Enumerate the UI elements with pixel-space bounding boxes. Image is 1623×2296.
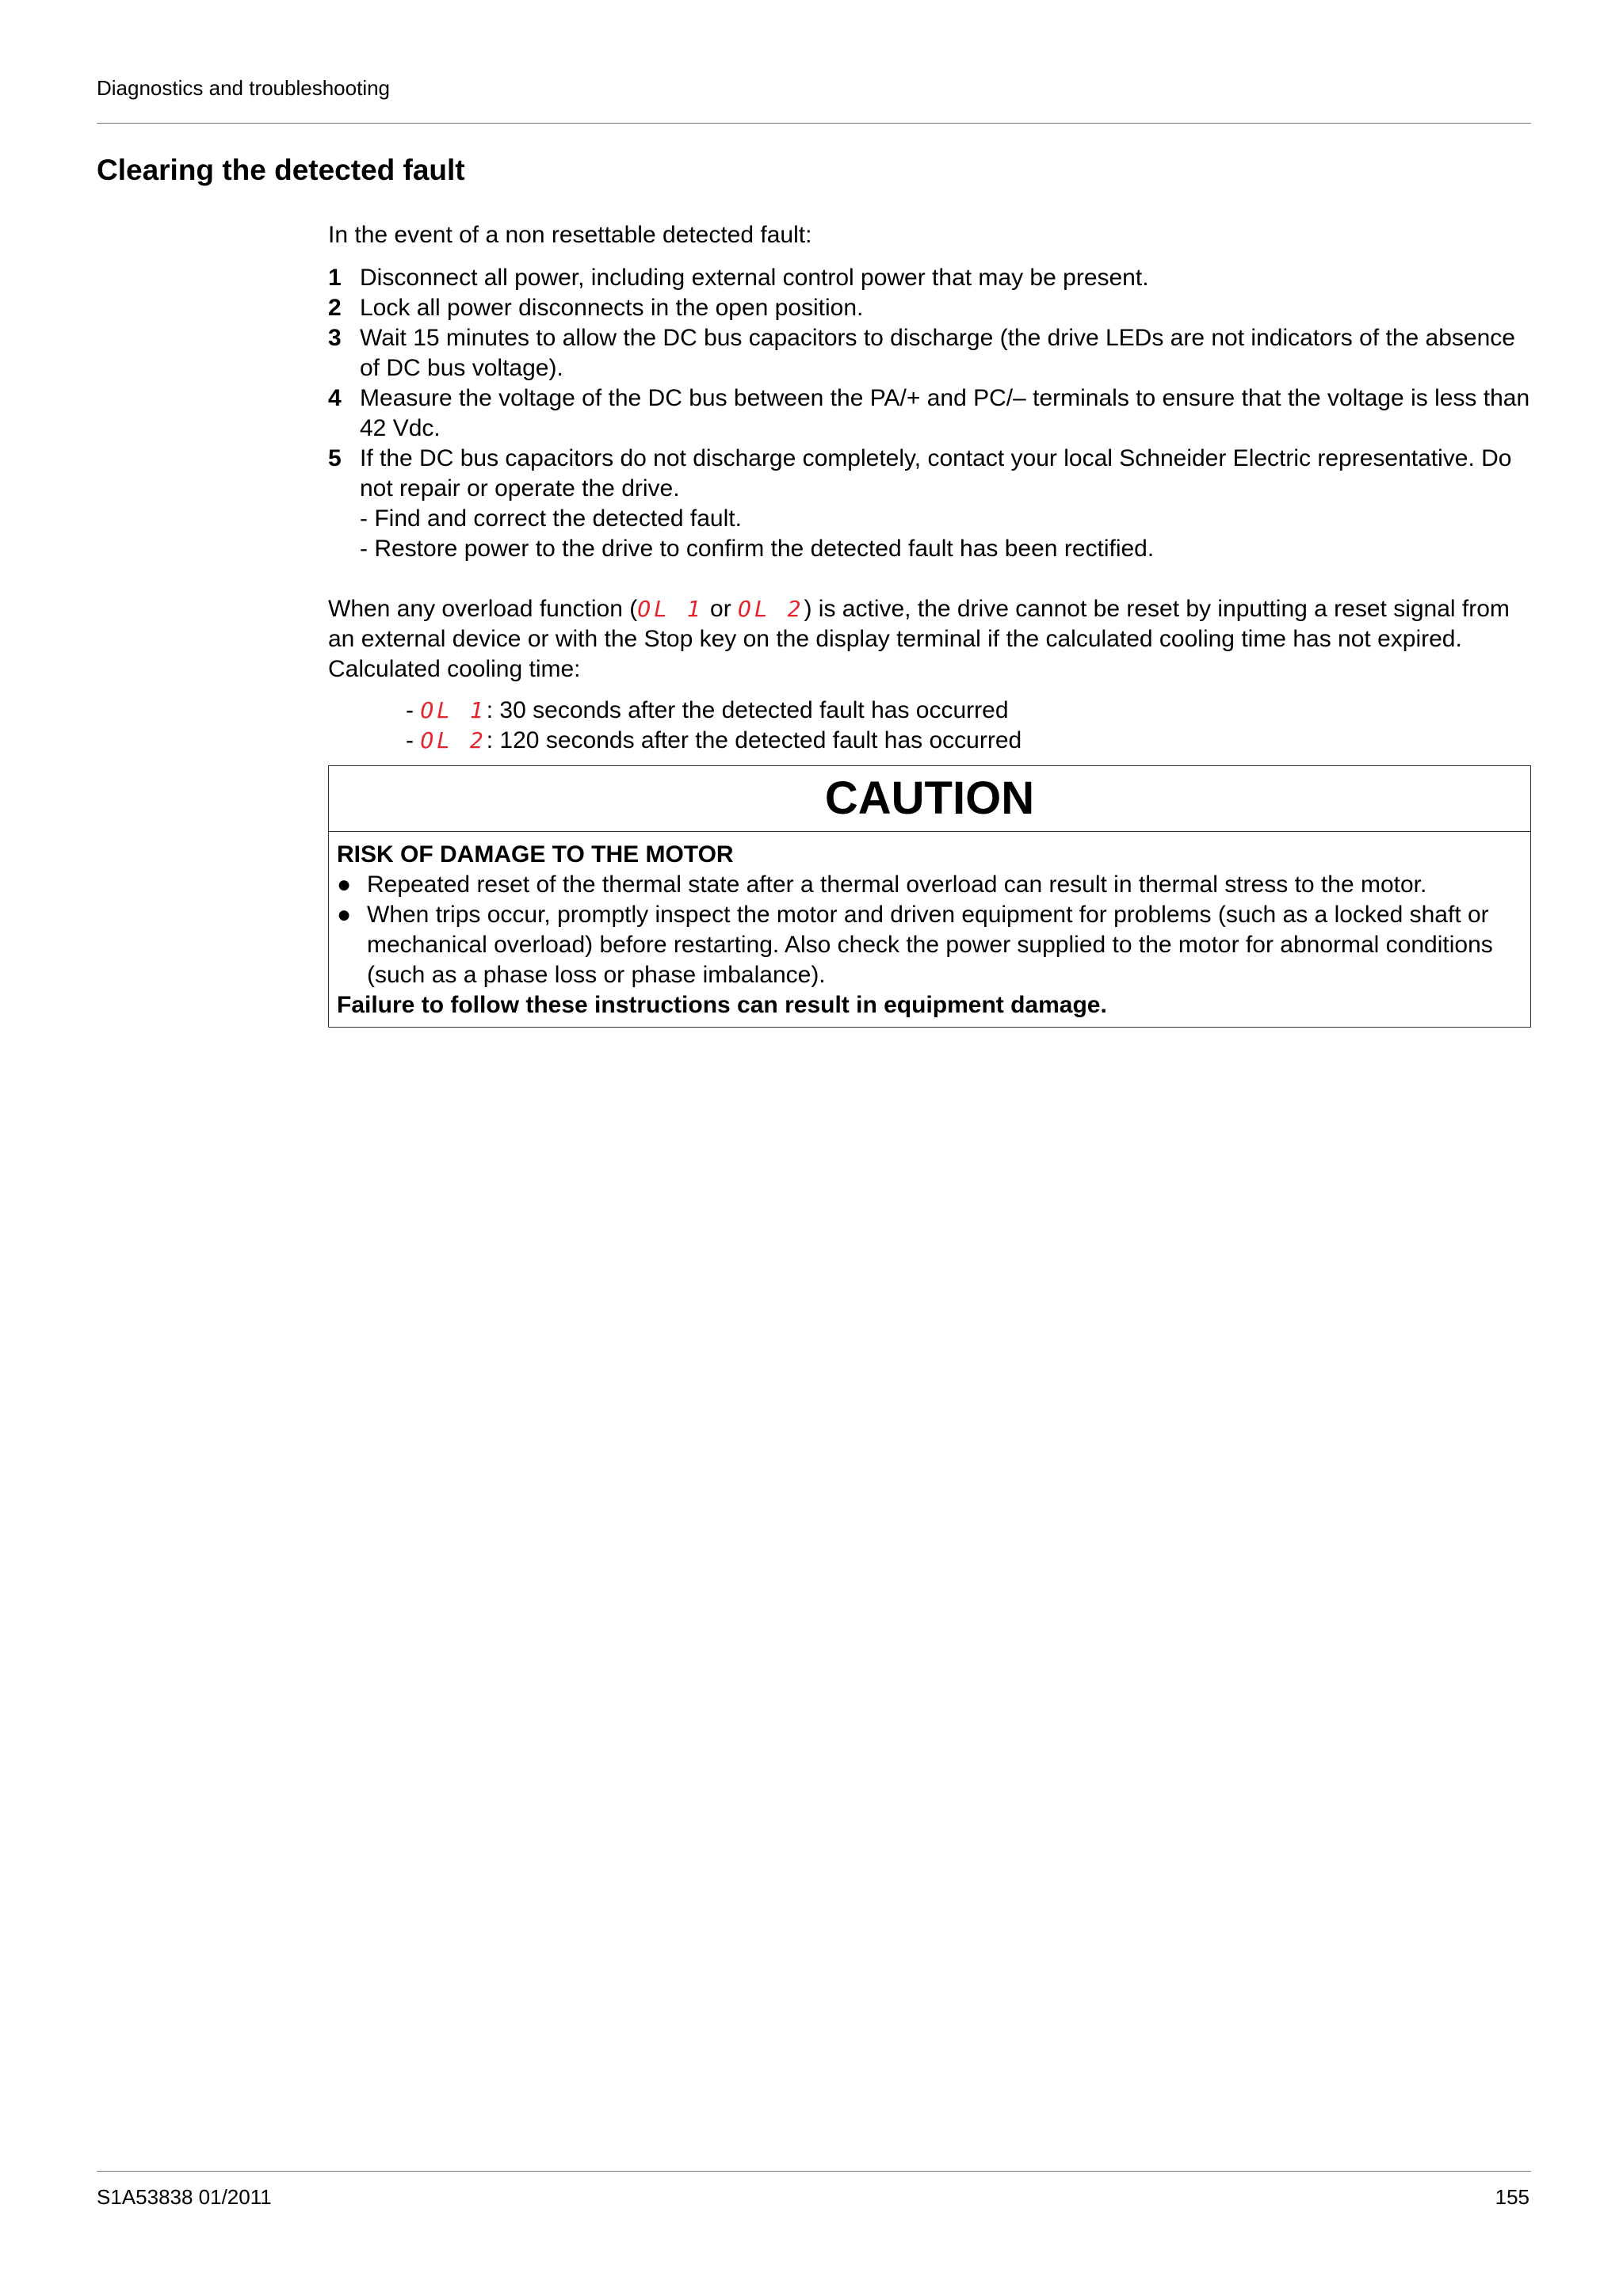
display-code-ol2: OL 2 [420, 727, 487, 753]
section-title: Clearing the detected fault [97, 154, 465, 186]
footer-rule [97, 2171, 1531, 2172]
cooling-item [406, 696, 1533, 726]
display-code-ol1: OL 1 [420, 697, 487, 723]
bullet-dot-icon: ● [337, 871, 352, 898]
step-number: 5 [328, 445, 342, 471]
caution-box [328, 765, 1531, 1028]
step-subitem: - Find and correct the detected fault. [360, 505, 742, 532]
caution-failure-note: Failure to follow these instructions can result in equipment damage. [337, 992, 1107, 1018]
cooling-text: : 30 seconds after the detected fault has occurred [486, 697, 1009, 723]
cooling-dash: - [406, 697, 421, 723]
step-number: 3 [328, 325, 342, 351]
step-text: If the DC bus capacitors do not discharge completely, contact your local Schneider Electric representative. Do not repair or operate the drive. [360, 445, 1512, 502]
cooling-text: : 120 seconds after the detected fault has occurred [486, 727, 1022, 753]
caution-risk-heading: RISK OF DAMAGE TO THE MOTOR [337, 841, 734, 868]
caution-bullet-text: Repeated reset of the thermal state after a thermal overload can result in thermal stress to the motor. [367, 871, 1427, 898]
page-header: Diagnostics and troubleshooting [97, 76, 391, 100]
caution-bullet-item [337, 900, 1522, 990]
caution-bullets [337, 870, 1522, 990]
step-number: 1 [328, 265, 342, 291]
footer-doc-id: S1A53838 01/2011 [97, 2185, 272, 2209]
step-item [328, 263, 1533, 293]
cooling-label: Calculated cooling time: [328, 656, 581, 682]
step-subitem: - Restore power to the drive to confirm the detected fault has been rectified. [360, 536, 1155, 562]
step-number: 4 [328, 385, 342, 411]
bullet-dot-icon: ● [337, 902, 352, 928]
overload-suffix: ) is active, the drive cannot be reset by inputting a reset signal from an external device or with the Stop key on the display terminal if the calculated cooling time has not expired. [328, 596, 1510, 652]
step-number: 2 [328, 295, 342, 321]
caution-bullet-item [337, 870, 1522, 900]
cooling-list [328, 696, 1533, 756]
overload-prefix: When any overload function ( [328, 596, 638, 622]
overload-paragraph [328, 594, 1533, 654]
steps-list [328, 263, 1533, 564]
cooling-dash: - [406, 727, 421, 753]
header-rule [97, 123, 1531, 124]
main-content [328, 220, 1533, 756]
step-item [328, 323, 1533, 383]
intro-text: In the event of a non resettable detected fault: [328, 222, 812, 248]
step-text: Measure the voltage of the DC bus between the PA/+ and PC/– terminals to ensure that the voltage is less than 42 Vdc. [360, 385, 1530, 441]
step-item [328, 293, 1533, 323]
display-code-ol2: OL 2 [738, 596, 804, 622]
footer-page-number: 155 [1495, 2185, 1529, 2209]
step-item [328, 444, 1533, 564]
caution-bullet-text: When trips occur, promptly inspect the motor and driven equipment for problems (such as a locked shaft or mechanical overload) before restarting. Also check the power supplied to the motor for abnormal conditions (such as a phase loss or phase imbalance). [367, 902, 1493, 988]
step-text: Lock all power disconnects in the open position. [360, 295, 864, 321]
step-text: Wait 15 minutes to allow the DC bus capacitors to discharge (the drive LEDs are not indicators of the absence of DC bus voltage). [360, 325, 1515, 381]
caution-title: CAUTION [329, 766, 1530, 832]
overload-or: or [703, 596, 739, 622]
display-code-ol1: OL 1 [637, 596, 704, 622]
step-text: Disconnect all power, including external control power that may be present. [360, 265, 1149, 291]
caution-body [329, 832, 1530, 1027]
step-item [328, 383, 1533, 444]
cooling-item [406, 726, 1533, 756]
